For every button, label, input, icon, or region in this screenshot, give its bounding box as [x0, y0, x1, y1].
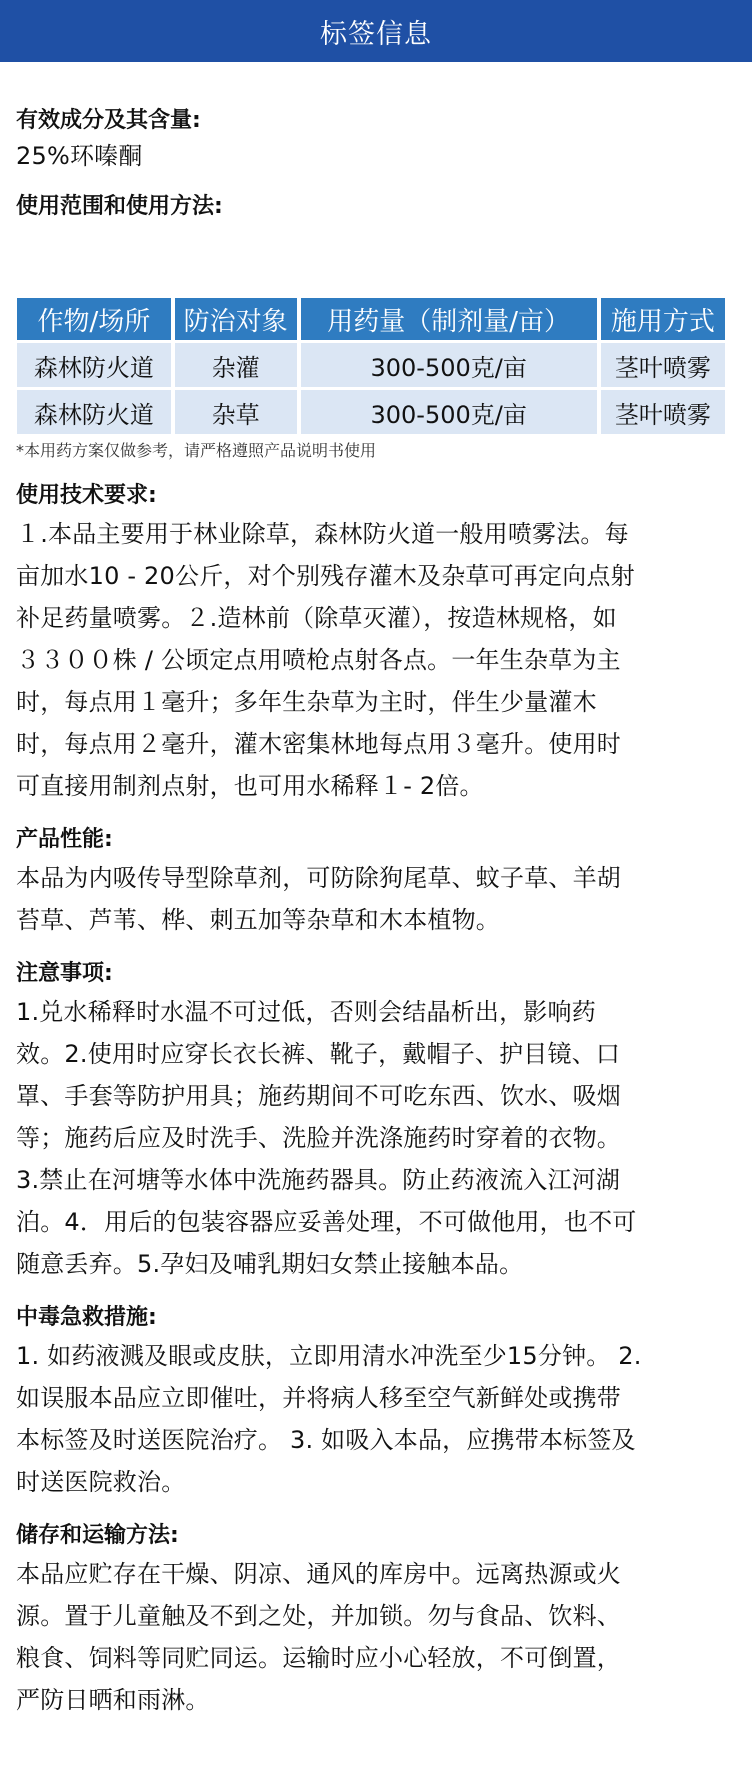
usage-table [13, 295, 729, 437]
body-line: 等；施药后应及时洗手、洗脸并洗涤施药时穿着的衣物。 [16, 1124, 621, 1152]
usage-cell-method: 茎叶喷雾 [601, 343, 725, 387]
section-first-aid [16, 1303, 738, 1503]
body-line: 时送医院救治。 [16, 1468, 186, 1496]
body-line: 如误服本品应立即催吐，并将病人移至空气新鲜处或携带 [16, 1384, 621, 1412]
body-line: 苔草、芦苇、桦、刺五加等杂草和木本植物。 [16, 906, 500, 934]
body-line: 本标签及时送医院治疗。 3. 如吸入本品，应携带本标签及 [16, 1426, 636, 1454]
usage-col-target: 防治对象 [175, 298, 297, 340]
page-header [0, 0, 752, 62]
ingredients-title: 有效成分及其含量: [16, 108, 201, 133]
body-line: 源。置于儿童触及不到之处，并加锁。勿与食品、饮料、 [16, 1602, 621, 1630]
usage-col-method: 施用方式 [601, 298, 725, 340]
body-line: 补足药量喷雾。２.造林前（除草灭灌），按造林规格，如 [16, 604, 617, 632]
section-body [16, 1335, 738, 1503]
section-body [16, 513, 738, 807]
usage-cell-method: 茎叶喷雾 [601, 390, 725, 434]
body-line: 时，每点用２毫升，灌木密集林地每点用３毫升。使用时 [16, 730, 621, 758]
body-line: 泊。4．用后的包装容器应妥善处理，不可做他用，也不可 [16, 1208, 637, 1236]
body-line: 粮食、饲料等同贮同运。运输时应小心轻放，不可倒置， [16, 1644, 621, 1672]
page-title: 标签信息 [320, 18, 432, 50]
table-row [17, 343, 725, 387]
usage-cell-crop: 森林防火道 [17, 343, 171, 387]
label-content [0, 106, 752, 1721]
section-storage-transport [16, 1521, 738, 1721]
section-tech-requirements [16, 481, 738, 807]
table-row [17, 390, 725, 434]
body-line: 本品应贮存在干燥、阴凉、通风的库房中。远离热源或火 [16, 1560, 621, 1588]
body-line: 随意丢弃。5.孕妇及哺乳期妇女禁止接触本品。 [16, 1250, 524, 1278]
usage-table-header-row [17, 298, 725, 340]
usage-col-dosage: 用药量（制剂量/亩） [301, 298, 597, 340]
usage-cell-dosage: 300-500克/亩 [301, 390, 597, 434]
section-title: 储存和运输方法: [16, 1523, 179, 1548]
section-body [16, 1553, 738, 1721]
section-body [16, 991, 738, 1285]
ingredients-value: 25%环嗪酮 [16, 142, 143, 170]
body-line: １.本品主要用于林业除草，森林防火道一般用喷雾法。每 [16, 520, 629, 548]
usage-cell-dosage: 300-500克/亩 [301, 343, 597, 387]
section-title: 注意事项: [16, 961, 113, 986]
section-title: 使用技术要求: [16, 483, 157, 508]
body-line: 本品为内吸传导型除草剂，可防除狗尾草、蚊子草、羊胡 [16, 864, 621, 892]
usage-col-crop: 作物/场所 [17, 298, 171, 340]
section-title: 中毒急救措施: [16, 1305, 157, 1330]
usage-note: *本用药方案仅做参考，请严格遵照产品说明书使用 [16, 441, 377, 460]
body-line: 效。2.使用时应穿长衣长裤、靴子，戴帽子、护目镜、口 [16, 1040, 621, 1068]
usage-cell-target: 杂灌 [175, 343, 297, 387]
usage-cell-target: 杂草 [175, 390, 297, 434]
body-line: 罩、手套等防护用具；施药期间不可吃东西、饮水、吸烟 [16, 1082, 621, 1110]
body-line: 时，每点用１毫升；多年生杂草为主时，伴生少量灌木 [16, 688, 597, 716]
body-line: 亩加水10 - 20公斤，对个别残存灌木及杂草可再定向点射 [16, 562, 635, 590]
section-precautions [16, 959, 738, 1285]
body-line: 1. 如药液溅及眼或皮肤，立即用清水冲洗至少15分钟。 2. [16, 1342, 642, 1370]
body-line: 1.兑水稀释时水温不可过低，否则会结晶析出，影响药 [16, 998, 596, 1026]
section-body [16, 857, 738, 941]
body-line: 严防日晒和雨淋。 [16, 1686, 210, 1714]
body-line: 可直接用制剂点射，也可用水稀释１- 2倍。 [16, 772, 484, 800]
body-line: ３３００株 / 公顷定点用喷枪点射各点。一年生杂草为主 [16, 646, 621, 674]
usage-cell-crop: 森林防火道 [17, 390, 171, 434]
usage-title: 使用范围和使用方法: [16, 194, 223, 219]
section-product-performance [16, 825, 738, 941]
section-title: 产品性能: [16, 827, 113, 852]
body-line: 3.禁止在河塘等水体中洗施药器具。防止药液流入江河湖 [16, 1166, 621, 1194]
